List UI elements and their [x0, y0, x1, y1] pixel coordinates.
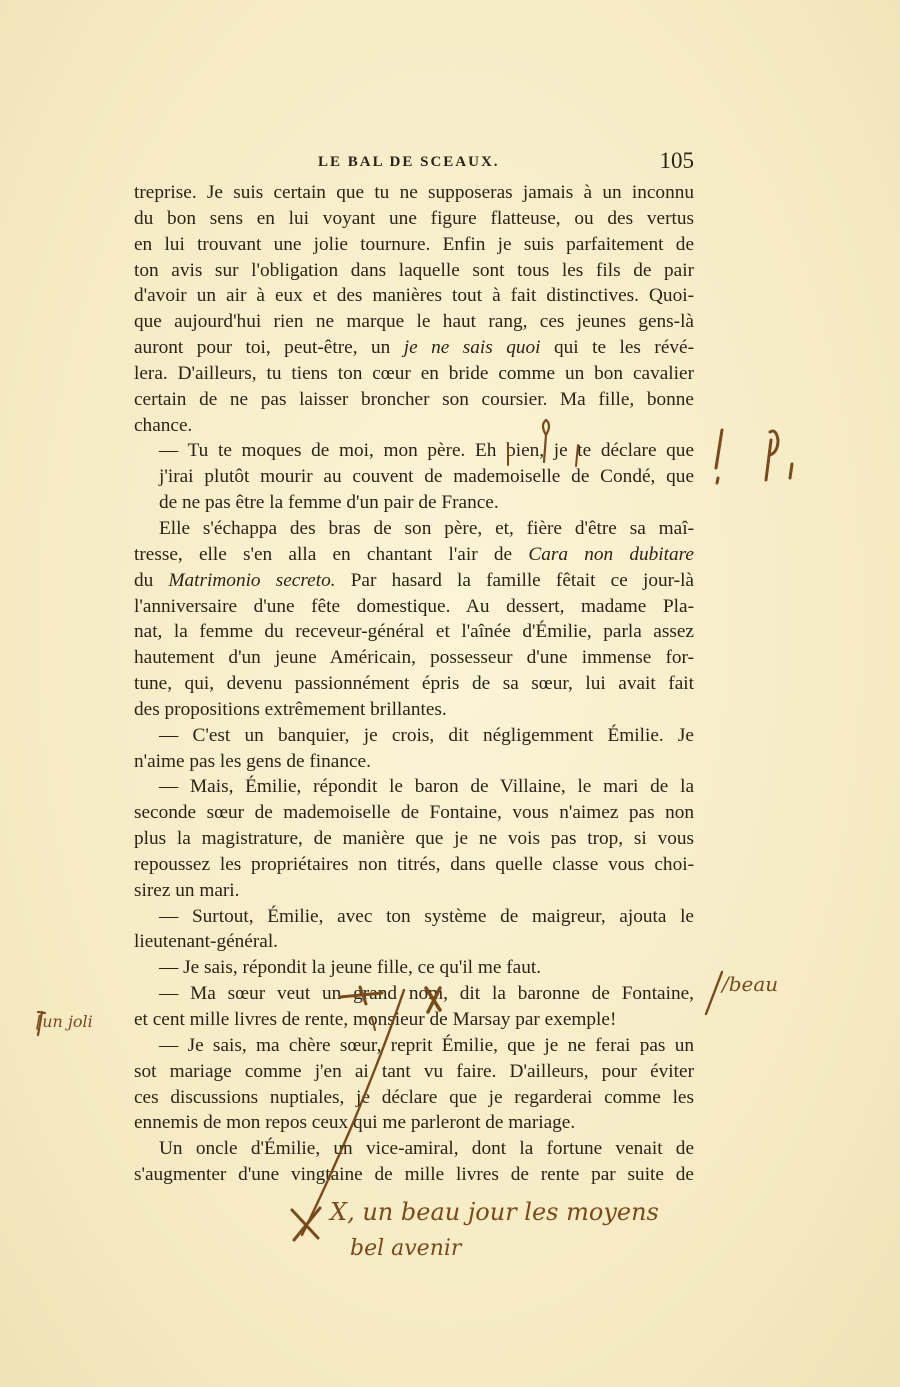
- text-line: sot mariage comme j'en ai tant vu faire. D'ailleurs, pour éviter: [134, 1060, 694, 1082]
- paragraph-5: [134, 774, 694, 903]
- margin-note-right: /beau: [722, 972, 779, 996]
- text-line: — C'est un banquier, je crois, dit négligemment Émilie. Je: [159, 724, 694, 746]
- bottom-note-line-1: X, un beau jour les moyens: [330, 1198, 659, 1226]
- paragraph-6: [134, 904, 694, 956]
- paragraph-10: [134, 1136, 694, 1188]
- text-line: ces discussions nuptiales, je déclare que je regarderai comme les: [134, 1086, 694, 1108]
- text-segment: auront pour toi, peut-être, un: [134, 337, 404, 359]
- text-segment: Par hasard la famille fêtait ce jour-là: [335, 569, 694, 591]
- paragraph-1: [134, 180, 694, 438]
- text-line: des propositions extrêmement brillantes.: [134, 698, 447, 720]
- text-line: [134, 542, 694, 568]
- paragraph-8: [134, 981, 694, 1033]
- text-line: de ne pas être la femme d'un pair de France.: [159, 492, 499, 514]
- text-line: en lui trouvant une jolie tournure. Enfin je suis parfaitement de: [134, 233, 694, 255]
- text-line: j'irai plutôt mourir au couvent de mademoiselle de Condé, que: [159, 466, 694, 488]
- text-line: s'augmenter d'une vingtaine de mille livres de rente par suite de: [134, 1164, 694, 1186]
- text-segment: du: [134, 569, 169, 591]
- italic-phrase: Cara non dubitare: [528, 543, 694, 565]
- italic-phrase: Matrimonio secreto.: [168, 569, 336, 591]
- text-line: l'anniversaire d'une fête domestique. Au dessert, madame Pla-: [134, 595, 694, 617]
- text-line: seconde sœur de mademoiselle de Fontaine, vous n'aimez pas non: [134, 802, 694, 824]
- text-line: [134, 335, 694, 361]
- text-line: — Surtout, Émilie, avec ton système de maigreur, ajouta le: [159, 905, 694, 927]
- text-line: lera. D'ailleurs, tu tiens ton cœur en bride comme un bon cavalier: [134, 362, 694, 384]
- paragraph-2: [134, 438, 694, 516]
- paragraph-3: [134, 516, 694, 723]
- text-line: repoussez les propriétaires non titrés, dans quelle classe vous choi-: [134, 853, 694, 875]
- text-line: — Je sais, répondit la jeune fille, ce qu'il me faut.: [159, 957, 542, 979]
- paragraph-9: [134, 1033, 694, 1136]
- text-line: — Tu te moques de moi, mon père. Eh bien, je te déclare que: [159, 440, 694, 462]
- text-line: [134, 568, 694, 594]
- text-line: nat, la femme du receveur-général et l'aînée d'Émilie, parla assez: [134, 621, 694, 643]
- text-line: hautement d'un jeune Américain, possesseur d'une immense for-: [134, 647, 694, 669]
- text-line: Elle s'échappa des bras de son père, et, fière d'être sa maî-: [159, 517, 694, 539]
- text-segment: tresse, elle s'en alla en chantant l'air de: [134, 543, 529, 565]
- text-line: n'aime pas les gens de finance.: [134, 750, 371, 772]
- text-line: sirez un mari.: [134, 879, 240, 901]
- text-line: — Je sais, ma chère sœur, reprit Émilie, que je ne ferai pas un: [159, 1034, 694, 1056]
- text-line: plus la magistrature, de manière que je ne vois pas trop, si vous: [134, 828, 694, 850]
- italic-phrase: je ne sais quoi: [403, 337, 541, 359]
- running-head: [134, 148, 694, 178]
- paragraph-7: [134, 955, 694, 981]
- running-title: LE BAL DE SCEAUX.: [318, 154, 500, 170]
- paragraph-4: [134, 723, 694, 775]
- text-line: — Mais, Émilie, répondit le baron de Villaine, le mari de la: [159, 776, 694, 798]
- text-line: ennemis de mon repos ceux qui me parleront de mariage.: [134, 1112, 576, 1134]
- text-line: — Ma sœur veut un grand nom, dit la baronne de Fontaine,: [159, 983, 694, 1005]
- text-line: treprise. Je suis certain que tu ne supposeras jamais à un inconnu: [134, 182, 694, 203]
- text-line: certain de ne pas laisser broncher son coursier. Ma fille, bonne: [134, 388, 694, 410]
- bottom-note-line-2: bel avenir: [350, 1236, 462, 1261]
- text-line: du bon sens en lui voyant une figure flatteuse, ou des vertus: [134, 207, 694, 229]
- margin-note-left: [un joli: [36, 1012, 93, 1031]
- text-line: chance.: [134, 414, 193, 436]
- text-line: Un oncle d'Émilie, un vice-amiral, dont la fortune venait de: [159, 1138, 694, 1160]
- text-line: tune, qui, devenu passionnément épris de sa sœur, lui avait fait: [134, 673, 694, 695]
- text-line: lieutenant-général.: [134, 931, 278, 953]
- text-line: d'avoir un air à eux et des manières tout à fait distinctives. Quoi-: [134, 285, 694, 307]
- text-segment: qui te les révé-: [540, 337, 694, 359]
- text-line: que aujourd'hui rien ne marque le haut rang, ces jeunes gens-là: [134, 311, 694, 333]
- text-line: ton avis sur l'obligation dans laquelle sont tous les fils de pair: [134, 259, 694, 281]
- page-number: 105: [659, 148, 694, 173]
- body-text: [134, 180, 694, 1188]
- text-line: et cent mille livres de rente, monsieur de Marsay par exemple!: [134, 1009, 617, 1030]
